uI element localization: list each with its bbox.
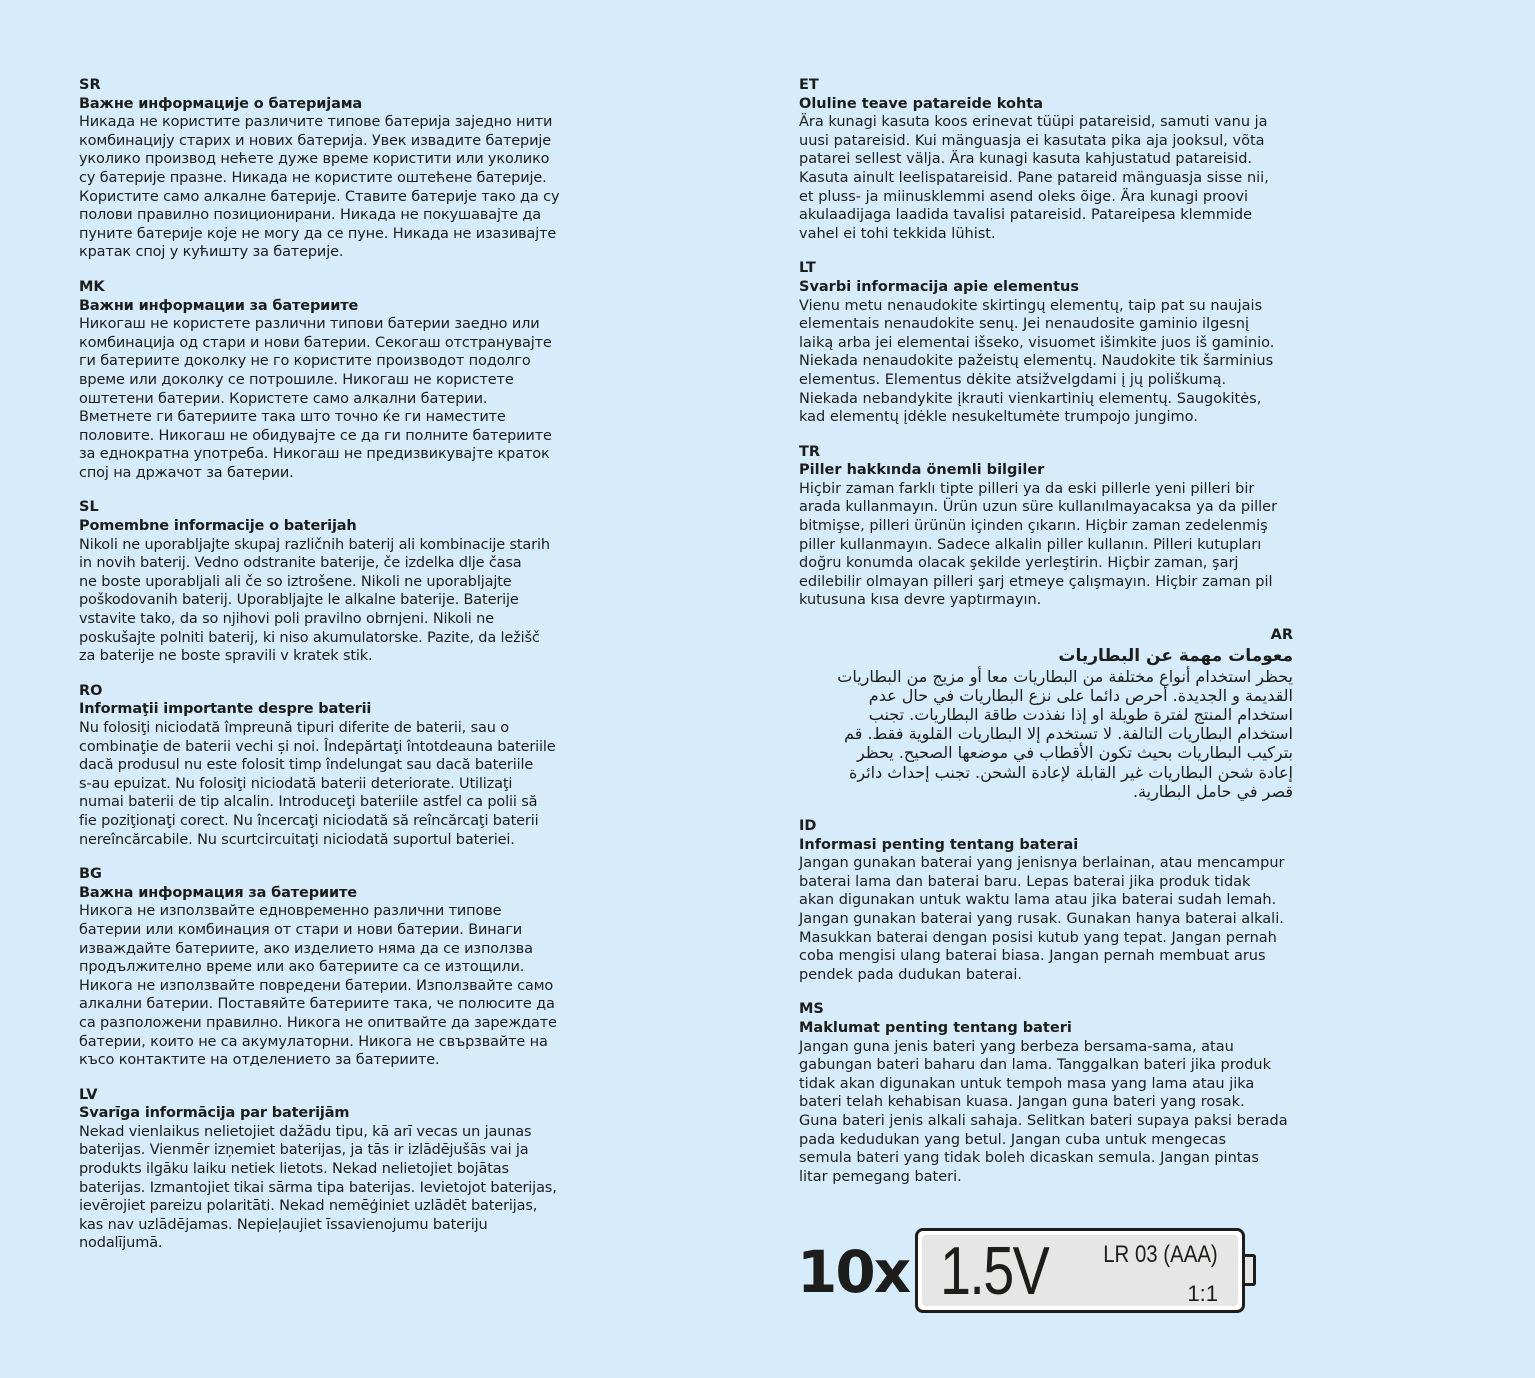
- language-code: SR: [79, 77, 101, 93]
- section-sl: [79, 498, 579, 665]
- language-code: MK: [79, 278, 105, 295]
- right-column: [799, 76, 1299, 1202]
- section-ro: [79, 682, 579, 849]
- language-code: MS: [799, 1001, 824, 1018]
- language-code: ET: [799, 77, 819, 93]
- section-title: Важна информация за батериите: [79, 884, 357, 901]
- language-code: AR: [1270, 627, 1293, 644]
- section-lv: [79, 1086, 579, 1253]
- left-column: [79, 76, 579, 1269]
- section-title: Informaţii importante despre baterii: [79, 701, 372, 718]
- battery-count: 10x: [797, 1238, 910, 1306]
- section-title: Pomembne informacije o baterijah: [79, 518, 357, 535]
- section-body: Nikoli ne uporabljajte skupaj različnih baterij ali kombinacije starih in novih baterij. Vedno odstranite baterije, če izdelka dlje časa ne boste uporabljali ali če so iztrošene. Nikoli ne uporabljajte poškodovanih baterij. Uporabljajte le alkalne baterije. Baterije vstavite tako, da so njihovi poli pravilno obrnjeni. Nikoli ne poskušajte polniti baterij, ki niso akumulatorske. Pazite, da ležišč za baterije ne boste spravili v kratek stik.: [79, 536, 550, 665]
- section-lt: [799, 259, 1299, 426]
- section-et: [799, 76, 1299, 243]
- section-body: Никога не използвайте едновременно различни типове батерии или комбинация от стари и нови батерии. Винаги изваждайте батериите, ако изделието няма да се използва продължително време или ако батериите са се изтощили. Никога не използвайте повредени батерии. Използвайте само алкални батерии. Поставяйте батериите така, че полюсите да са разположени правилно. Никога не опитвайте да зареждате батерии, които не са акумулаторни. Никога не свързвайте на късо контактите на отделението за батериите.: [79, 903, 557, 1069]
- section-bg: [79, 865, 579, 1070]
- section-ms: [799, 1000, 1299, 1186]
- section-title: Svarīga informācija par baterijām: [79, 1105, 350, 1122]
- section-title: Maklumat penting tentang bateri: [799, 1019, 1072, 1036]
- section-ar: [799, 626, 1293, 801]
- section-sr: [79, 76, 579, 262]
- section-body: Hiçbir zaman farklı tipte pilleri ya da eski pillerle yeni pilleri bir arada kullanmayın. Ürün uzun süre kullanılmayacaksa ya da piller bitmişse, pilleri ürünün içinden çıkarın. Hiçbir zaman zedelenmiş piller kullanmayın. Sadece alkalin piller kullanın. Pilleri kutupları doğru konumda olacak şekilde yerleştirin. Hiçbir zaman, şarj edilebilir olmayan pilleri şarj etmeye çalışmayın. Hiçbir zaman pil kutusuna kısa devre yaptırmayın.: [799, 480, 1278, 609]
- section-mk: [79, 278, 579, 483]
- language-code: RO: [79, 682, 103, 699]
- section-body: Jangan guna jenis bateri yang berbeza bersama-sama, atau gabungan bateri baharu dan lama. Tanggalkan bateri jika produk tidak akan digunakan untuk tempoh masa yang lama atau jika bateri telah kehabisan kuasa. Jangan guna bateri yang rosak. Guna bateri jenis alkali sahaja. Selitkan bateri supaya paksi berada pada kedudukan yang betul. Jangan cuba untuk mengecas semula bateri yang tidak boleh dicaskan semula. Jangan pintas litar pemegang bateri.: [799, 1038, 1288, 1185]
- section-title: معومات مهمة عن البطاريات: [1058, 645, 1293, 666]
- section-body: Ära kunagi kasuta koos erinevat tüüpi patareisid, samuti vanu ja uusi patareisid. Kui mänguasja ei kasutata pika aja jooksul, võta patarei sellest välja. Ära kunagi kasuta kahjustatud patareisid. Kasuta ainult leelispatareisid. Pane patareid mänguasja sisse nii, et pluss- ja miinusklemmi asend oleks õige. Ära kunagi proovi akulaadijaga laadida tavalisi patareisid. Patareipesa klemmide vahel ei tohi tekkida lühist.: [799, 114, 1269, 242]
- language-code: LV: [79, 1086, 98, 1103]
- section-body: Никада не користите различите типове батерија заједно нити комбинацију старих и нових батерија. Увек извадите батерије уколико производ нећете дуже време користити или уколико су батерије празне. Никада не користите оштећене батерије. Користите само алкалне батерије. Ставите батерије тако да су полови правилно позиционирани. Никада не покушавајте да пуните батерије које не могу да се пуне. Никада не изазивајте кратак спој у кућишту за батерије.: [79, 114, 560, 261]
- section-id: [799, 817, 1299, 984]
- battery-voltage: 1.5V: [940, 1233, 1049, 1309]
- language-code: TR: [799, 443, 821, 460]
- section-title: Informasi penting tentang baterai: [799, 836, 1079, 853]
- language-code: LT: [799, 260, 816, 277]
- section-body: Jangan gunakan baterai yang jenisnya berlainan, atau mencampur baterai lama dan baterai baru. Lepas baterai jika produk tidak akan digunakan untuk waktu lama atau jika baterai sudah lemah. Jangan gunakan baterai yang rusak. Gunakan hanya baterai alkali. Masukkan baterai dengan posisi kutub yang tepat. Jangan pernah coba mengisi ulang baterai biasa. Jangan pernah membuat arus pendek pada dudukan baterai.: [799, 855, 1285, 983]
- section-body: Nu folosiţi niciodată împreună tipuri diferite de baterii, sau o combinaţie de baterii vechi și noi. Îndepărtaţi întotdeauna bateriile dacă produsul nu este folosit timp îndelungat sau dacă bateriile s-au epuizat. Nu folosiţi niciodată baterii deteriorate. Utilizaţi numai baterii de tip alcalin. Introduceţi bateriile astfel ca polii să fie poziţionaţi corect. Nu încercaţi niciodată să reîncărcaţi baterii nereîncărcabile. Nu scurtcircuitaţi niciodată suportul bateriei.: [79, 720, 556, 848]
- battery-scale: 1:1: [1187, 1281, 1218, 1306]
- section-body: Vienu metu nenaudokite skirtingų elementų, taip pat su naujais elementais nenaudokite senų. Jei nenaudosite gaminio ilgesnį laiką arba jei elementai išseko, visuomet išimkite juos iš gaminio. Niekada nenaudokite pažeistų elementų. Naudokite tik šarminius elementus. Elementus dėkite atsižvelgdami į jų poliškumą. Niekada nebandykite įkrauti vienkartinių elementų. Saugokitės, kad elementų įdėkle nesukeltumėte trumpojo jungimo.: [799, 297, 1275, 426]
- language-code: SL: [79, 499, 99, 516]
- language-code: ID: [799, 818, 817, 835]
- battery-illustration: [797, 1226, 1267, 1318]
- section-body: Никогаш не користете различни типови батерии заедно или комбинација од стари и нови батерии. Секогаш отстранувајте ги батериите доколку не го користите производот подолго време или доколку се потрошиле. Никогаш не користете оштетени батерии. Користете само алкални батерии. Вметнете ги батериите така што точно ќе ги наместите половите. Никогаш не обидувајте се да ги полните батериите за еднократна употреба. Никогаш не предизвикувајте краток спој на држачот за батерии.: [79, 316, 552, 481]
- section-title: Oluline teave patareide kohta: [799, 95, 1044, 112]
- section-body: يحظر استخدام أنواع مختلفة من البطاريات معا أو مزيج من البطاريات القديمة و الجديدة. أحرص دائما على نزع البطاريات في حال عدم استخدام المنتج لفترة طويلة او إذا نفذدت طاقة البطاريات. تجنب استخدام البطاريات التالفة. لا تستخدم إلا البطاريات القلوية فقط. قم بتركيب البطاريات بحيث تكون الأقطاب في موضعها الصحيح. يحظر إعادة شحن البطاريات غير القابلة لإعادة الشحن. تجنب إحداث دائرة قصر في حامل البطارية.: [837, 666, 1293, 801]
- section-title: Важни информации за батериите: [79, 297, 359, 314]
- battery-terminal-icon: [1245, 1254, 1256, 1286]
- battery-model: LR 03 (AAA): [1103, 1241, 1218, 1268]
- battery-icon: [915, 1228, 1245, 1313]
- section-body: Nekad vienlaikus nelietojiet dažādu tipu, kā arī vecas un jaunas baterijas. Vienmēr izņemiet baterijas, ja tās ir izlādējušās vai ja produkts ilgāku laiku netiek lietots. Nekad nelietojiet bojātas baterijas. Izmantojiet tikai sārma tipa baterijas. Ievietojot baterijas, ievērojiet pareizu polaritāti. Nekad nemēģiniet uzlādēt baterijas, kas nav uzlādējamas. Nepieļaujiet īssavienojumu bateriju nodalījumā.: [79, 1123, 557, 1252]
- section-title: Важне информације о батеријама: [79, 95, 363, 112]
- language-code: BG: [79, 866, 102, 883]
- section-tr: [799, 443, 1299, 610]
- section-title: Piller hakkında önemli bilgiler: [799, 462, 1045, 479]
- section-title: Svarbi informacija apie elementus: [799, 278, 1080, 295]
